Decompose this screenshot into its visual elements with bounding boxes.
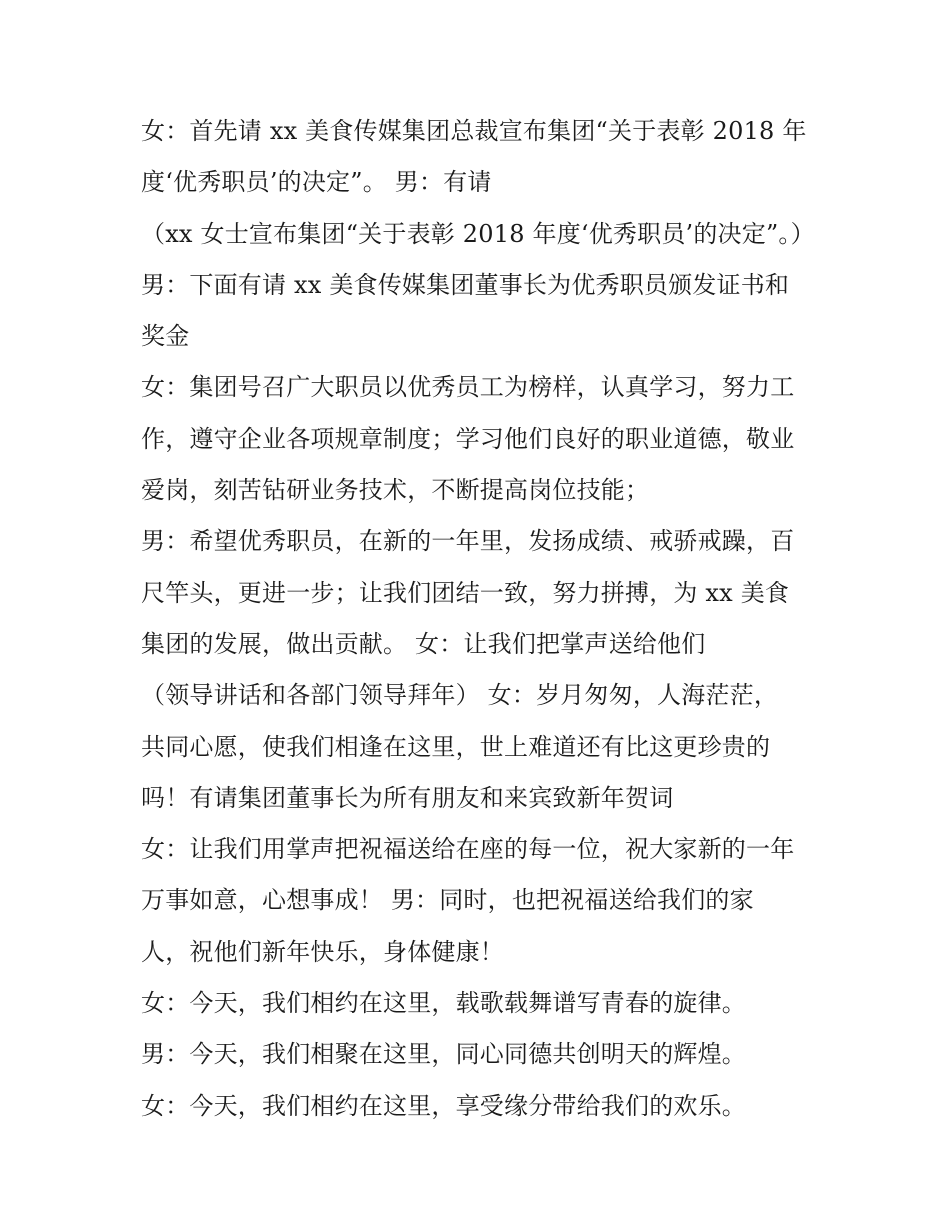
text-line: 人，祝他们新年快乐，身体健康！ — [141, 937, 504, 966]
text-line: 奖金 — [141, 322, 190, 351]
text-line: 度‘优秀职员’的决定”。 男：有请 — [141, 168, 492, 197]
text-line: 女：让我们用掌声把祝福送给在座的每一位，祝大家新的一年 — [141, 835, 795, 864]
text-line: 作，遵守企业各项规章制度；学习他们良好的职业道德，敬业 — [141, 424, 795, 453]
text-line: 爱岗，刻苦钻研业务技术，不断提高岗位技能； — [141, 476, 650, 505]
text-line: （xx 女士宣布集团“关于表彰 2018 年度‘优秀职员’的决定”。） — [141, 219, 815, 248]
document-body — [141, 106, 831, 1132]
text-line: 女：集团号召广大职员以优秀员工为榜样，认真学习，努力工 — [141, 373, 795, 402]
text-line: 集团的发展，做出贡献。 女：让我们把掌声送给他们 — [141, 629, 706, 658]
text-line: 女：今天，我们相约在这里，载歌载舞谱写青春的旋律。 — [141, 989, 746, 1018]
text-line: 共同心愿，使我们相逢在这里，世上难道还有比这更珍贵的 — [141, 732, 771, 761]
text-line: 男：今天，我们相聚在这里，同心同德共创明天的辉煌。 — [141, 1040, 746, 1069]
text-line: 吗！有请集团董事长为所有朋友和来宾致新年贺词 — [141, 783, 674, 812]
text-line: 男：希望优秀职员，在新的一年里，发扬成绩、戒骄戒躁，百 — [141, 527, 795, 556]
text-line: 尺竿头，更进一步；让我们团结一致，努力拼搏，为 xx 美食 — [141, 578, 790, 607]
text-line: （领导讲话和各部门领导拜年） 女：岁月匆匆，人海茫茫， — [141, 681, 779, 710]
text-line: 男：下面有请 xx 美食传媒集团董事长为优秀职员颁发证书和 — [141, 270, 790, 299]
text-line: 万事如意，心想事成！ 男：同时，也把祝福送给我们的家 — [141, 886, 754, 915]
text-line: 女：今天，我们相约在这里，享受缘分带给我们的欢乐。 — [141, 1091, 746, 1120]
text-line: 女：首先请 xx 美食传媒集团总裁宣布集团“关于表彰 2018 年 — [141, 117, 807, 145]
